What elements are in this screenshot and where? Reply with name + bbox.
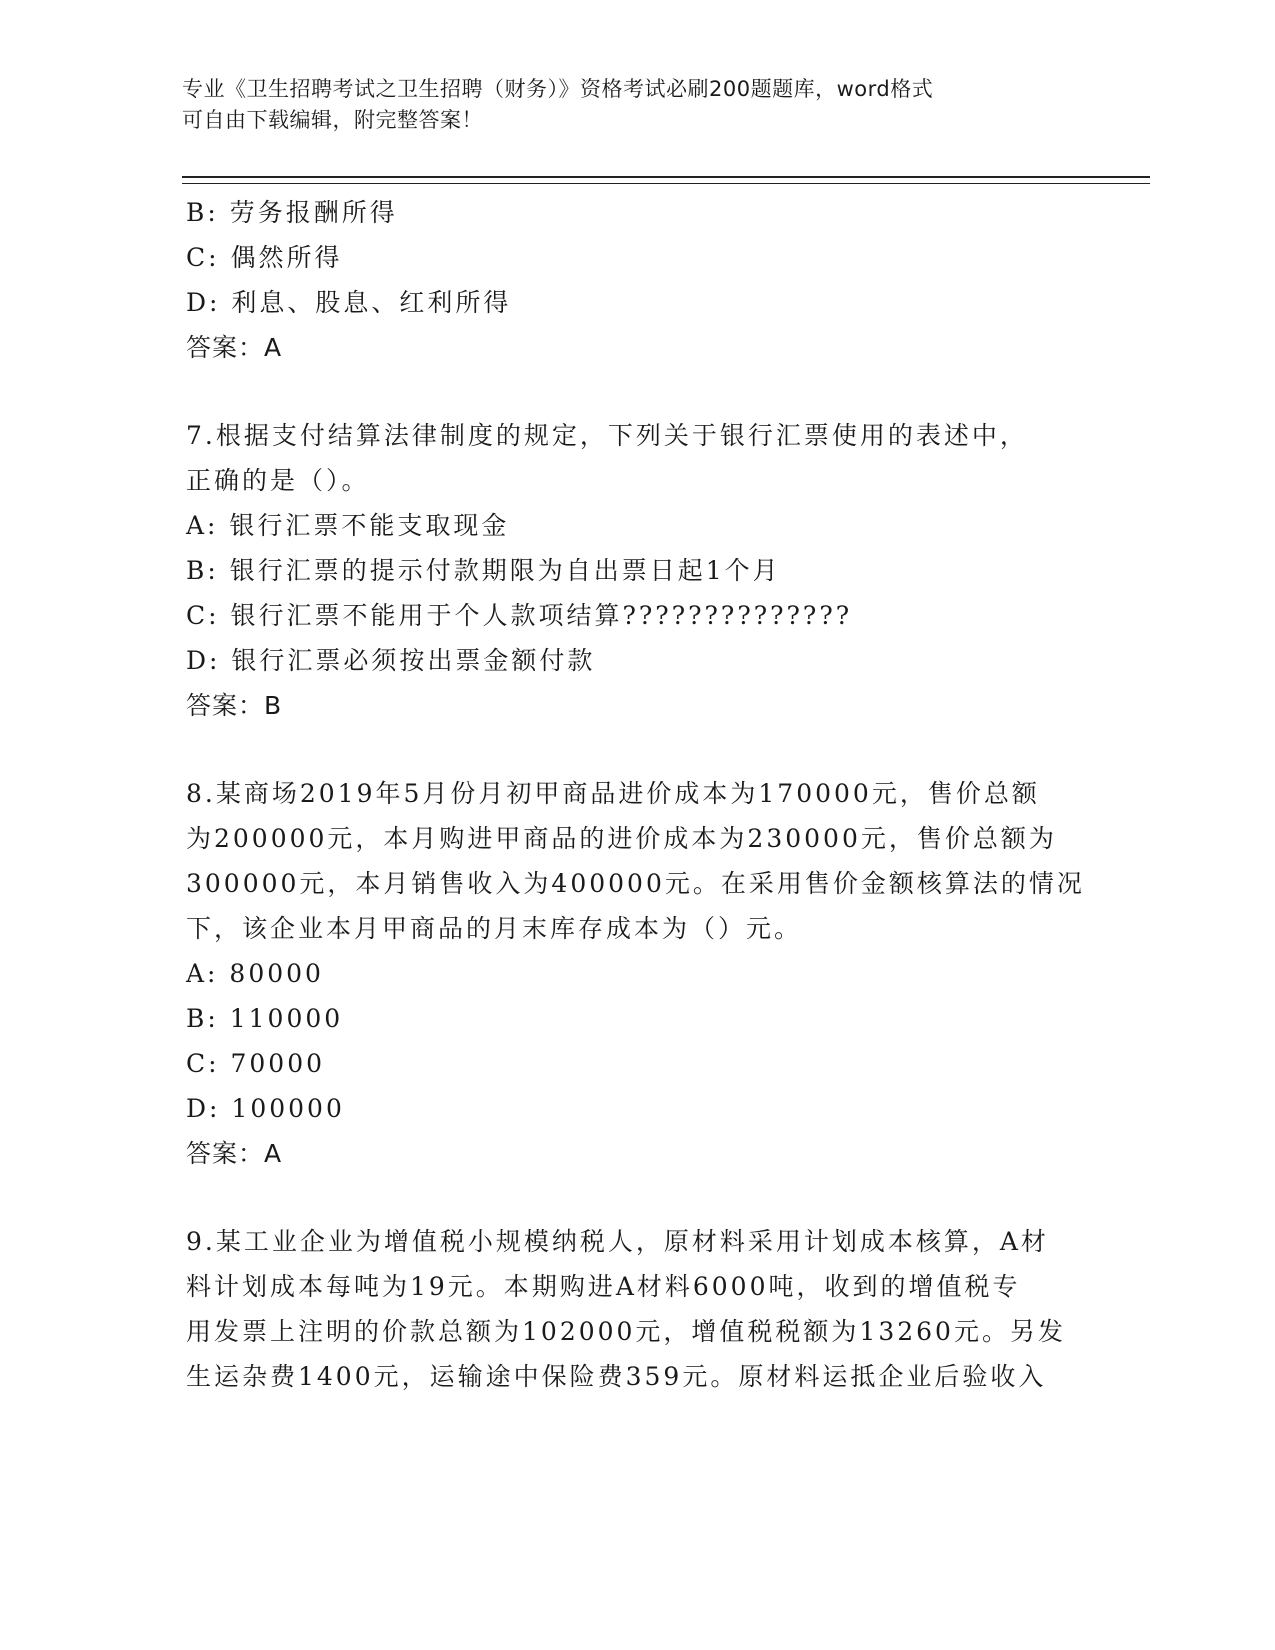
question-7	[186, 413, 1086, 728]
option-a: A: 80000	[186, 959, 324, 988]
question-stem-line: 料计划成本每吨为19元。本期购进A材料6000吨，收到的增值税专	[186, 1272, 1021, 1301]
document-header	[182, 74, 1062, 136]
answer-line: 答案：A	[186, 1139, 283, 1168]
header-line-1: 专业《卫生招聘考试之卫生招聘（财务）》资格考试必刷200题题库，word格式	[182, 77, 934, 101]
option-c: C: 银行汇票不能用于个人款项结算??????????????	[186, 601, 853, 630]
question-stem-line: 正确的是（）。	[186, 466, 370, 495]
question-stem-line: 7.根据支付结算法律制度的规定，下列关于银行汇票使用的表述中，	[186, 421, 1028, 450]
option-c: C: 70000	[186, 1049, 326, 1078]
question-6-tail	[186, 190, 1086, 370]
question-stem-line: 生运杂费1400元，运输途中保险费359元。原材料运抵企业后验收入	[186, 1362, 1047, 1391]
option-a: A: 银行汇票不能支取现金	[186, 511, 510, 540]
option-c: C: 偶然所得	[186, 243, 343, 272]
question-8	[186, 771, 1086, 1176]
spacer	[186, 728, 1086, 771]
question-stem-line: 8.某商场2019年5月份月初甲商品进价成本为170000元，售价总额	[186, 779, 1040, 808]
option-b: B: 银行汇票的提示付款期限为自出票日起1个月	[186, 556, 781, 585]
spacer	[186, 1176, 1086, 1219]
question-stem-line: 9.某工业企业为增值税小规模纳税人，原材料采用计划成本核算，A材	[186, 1227, 1049, 1256]
answer-line: 答案：B	[186, 691, 283, 720]
option-d: D: 利息、股息、红利所得	[186, 288, 512, 317]
option-b: B: 劳务报酬所得	[186, 198, 398, 227]
question-9	[186, 1219, 1086, 1399]
question-list	[186, 190, 1086, 1399]
header-divider	[182, 176, 1150, 184]
answer-line: 答案：A	[186, 333, 283, 362]
question-stem-line: 为200000元，本月购进甲商品的进价成本为230000元，售价总额为	[186, 824, 1057, 853]
question-stem-line: 300000元，本月销售收入为400000元。在采用售价金额核算法的情况	[186, 869, 1085, 898]
option-d: D: 银行汇票必须按出票金额付款	[186, 646, 596, 675]
spacer	[186, 370, 1086, 413]
question-stem-line: 下，该企业本月甲商品的月末库存成本为（）元。	[186, 914, 803, 943]
header-line-2: 可自由下载编辑，附完整答案！	[182, 108, 483, 132]
option-d: D: 100000	[186, 1094, 345, 1123]
option-b: B: 110000	[186, 1004, 344, 1033]
question-stem-line: 用发票上注明的价款总额为102000元，增值税税额为13260元。另发	[186, 1317, 1066, 1346]
